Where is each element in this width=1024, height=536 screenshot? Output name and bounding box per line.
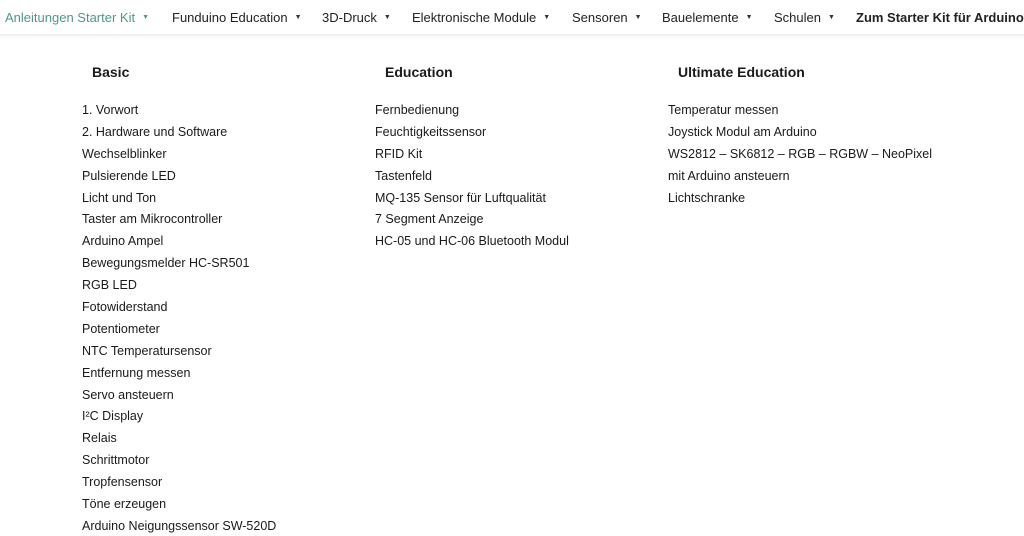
menu-list <box>375 103 569 256</box>
menu-link[interactable]: NTC Temperatursensor <box>82 343 212 358</box>
caret-down-icon: ▼ <box>543 13 551 21</box>
menu-link[interactable]: Arduino Neigungssensor SW-520D <box>82 518 277 533</box>
caret-down-icon: ▼ <box>634 13 642 21</box>
menu-link[interactable]: Arduino Ampel <box>82 234 164 249</box>
menu-link[interactable]: Pulsierende LED <box>82 168 176 183</box>
menu-list <box>82 103 276 536</box>
menu-link[interactable]: 2. Hardware und Software <box>82 124 228 139</box>
menu-link[interactable]: RGB LED <box>82 278 137 293</box>
menu-link[interactable]: 1. Vorwort <box>82 103 139 117</box>
menu-link[interactable]: mit Arduino ansteuern <box>668 168 790 183</box>
mega-menu-column-basic <box>82 62 276 536</box>
menu-link[interactable]: Wechselblinker <box>82 146 167 161</box>
nav-anleitungen-starter-kit[interactable] <box>5 0 149 34</box>
nav-label: Elektronische Module <box>412 9 537 25</box>
menu-link[interactable]: I²C Display <box>82 409 144 424</box>
nav-sensoren[interactable] <box>572 0 642 34</box>
menu-link[interactable]: Fotowiderstand <box>82 300 168 315</box>
menu-link[interactable]: Tropfensensor <box>82 475 163 490</box>
column-heading: Education <box>385 64 453 80</box>
menu-link[interactable]: Töne erzeugen <box>82 497 167 512</box>
menu-link[interactable]: Relais <box>82 431 117 446</box>
nav-3d-druck[interactable] <box>322 0 391 34</box>
main-navigation <box>0 0 1024 34</box>
menu-link[interactable]: Taster am Mikrocontroller <box>82 212 223 227</box>
nav-funduino-education[interactable] <box>172 0 302 34</box>
mega-menu-column-education <box>375 62 569 256</box>
nav-label: Zum Starter Kit für Arduino <box>856 9 1024 25</box>
nav-label: Bauelemente <box>662 9 739 25</box>
menu-list <box>668 103 932 212</box>
menu-link[interactable]: Fernbedienung <box>375 103 460 117</box>
nav-zum-starter-kit[interactable] <box>856 0 1024 34</box>
menu-link[interactable]: Lichtschranke <box>668 190 746 205</box>
menu-link[interactable]: Bewegungsmelder HC-SR501 <box>82 256 250 271</box>
column-heading: Ultimate Education <box>678 64 805 80</box>
menu-link[interactable]: Entfernung messen <box>82 365 191 380</box>
nav-label: Funduino Education <box>172 9 288 25</box>
nav-label: Anleitungen Starter Kit <box>5 9 136 25</box>
menu-link[interactable]: RFID Kit <box>375 146 423 161</box>
menu-link[interactable]: Potentiometer <box>82 321 160 336</box>
menu-link[interactable]: Servo ansteuern <box>82 387 174 402</box>
nav-bauelemente[interactable] <box>662 0 753 34</box>
caret-down-icon: ▼ <box>745 13 753 21</box>
menu-link[interactable]: Licht und Ton <box>82 190 157 205</box>
menu-link[interactable]: 7 Segment Anzeige <box>375 212 484 227</box>
nav-elektronische-module[interactable] <box>412 0 550 34</box>
menu-link[interactable]: HC-05 und HC-06 Bluetooth Modul <box>375 234 569 249</box>
nav-divider <box>0 34 1024 38</box>
menu-link[interactable]: Schrittmotor <box>82 453 150 468</box>
nav-label: Schulen <box>774 9 821 25</box>
menu-link[interactable]: Joystick Modul am Arduino <box>668 124 817 139</box>
column-heading: Basic <box>92 64 130 80</box>
nav-schulen[interactable] <box>774 0 835 34</box>
menu-link[interactable]: MQ-135 Sensor für Luftqualität <box>375 190 546 205</box>
caret-down-icon: ▼ <box>383 13 391 21</box>
menu-link[interactable]: WS2812 – SK6812 – RGB – RGBW – NeoPixel <box>668 146 933 161</box>
nav-label: 3D-Druck <box>322 9 377 25</box>
menu-link[interactable]: Temperatur messen <box>668 103 779 117</box>
menu-link[interactable]: Feuchtigkeitssensor <box>375 124 487 139</box>
caret-down-icon: ▼ <box>142 13 150 21</box>
caret-down-icon: ▼ <box>827 13 835 21</box>
menu-link[interactable]: Tastenfeld <box>375 168 432 183</box>
nav-label: Sensoren <box>572 9 628 25</box>
mega-menu-column-ultimate-education <box>668 62 932 212</box>
caret-down-icon: ▼ <box>294 13 302 21</box>
